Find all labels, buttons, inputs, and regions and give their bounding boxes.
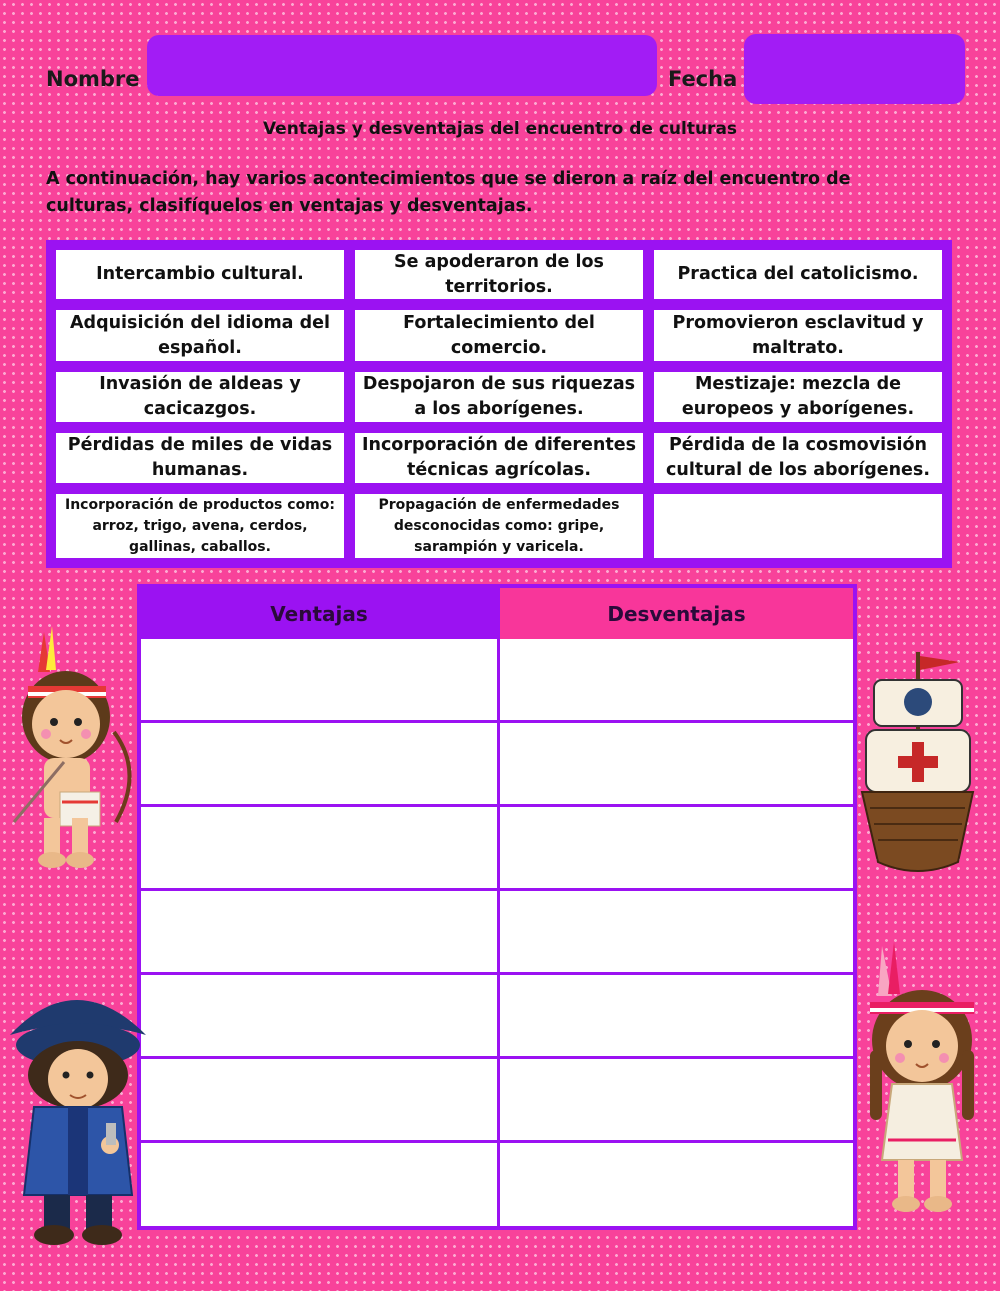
desventajas-slot[interactable] <box>500 639 853 720</box>
desventajas-slot[interactable] <box>500 723 853 804</box>
date-field[interactable] <box>744 34 965 104</box>
card-comercio[interactable]: Fortalecimiento del comercio. <box>355 310 643 361</box>
ventajas-slot[interactable] <box>141 1059 497 1140</box>
card-productos[interactable]: Incorporación de productos como: arroz, trigo, avena, cerdos, gallinas, caballos. <box>56 494 344 558</box>
desventajas-slot[interactable] <box>500 1059 853 1140</box>
page-title: Ventajas y desventajas del encuentro de culturas <box>262 119 738 139</box>
desventajas-slot[interactable] <box>500 807 853 888</box>
name-label: Nombre <box>46 67 140 91</box>
classification-table <box>137 584 857 1230</box>
girl-icon <box>862 940 980 1220</box>
card-enfermedades[interactable]: Propagación de enfermedades desconocidas como: gripe, sarampión y varicela. <box>355 494 643 558</box>
ventajas-slot[interactable] <box>141 807 497 888</box>
ventajas-header: Ventajas <box>141 588 497 639</box>
ventajas-slot[interactable] <box>141 1143 497 1226</box>
date-label: Fecha <box>668 67 738 91</box>
card-invasion-aldeas[interactable]: Invasión de aldeas y cacicazgos. <box>56 372 344 422</box>
card-se-apoderaron[interactable]: Se apoderaron de los territorios. <box>355 250 643 299</box>
ship-icon <box>860 652 975 877</box>
card-mestizaje[interactable]: Mestizaje: mezcla de europeos y aborígenes. <box>654 372 942 422</box>
desventajas-slot[interactable] <box>500 975 853 1056</box>
girl-archer-icon <box>4 622 144 872</box>
card-perdidas-vidas[interactable]: Pérdidas de miles de vidas humanas. <box>56 433 344 483</box>
card-empty[interactable] <box>654 494 942 558</box>
ventajas-slot[interactable] <box>141 975 497 1056</box>
ventajas-slot[interactable] <box>141 639 497 720</box>
card-despojaron-riquezas[interactable]: Despojaron de sus riquezas a los aborígenes. <box>355 372 643 422</box>
explorer-boy-icon <box>6 975 151 1250</box>
card-esclavitud[interactable]: Promovieron esclavitud y maltrato. <box>654 310 942 361</box>
word-bank <box>46 240 952 568</box>
name-field[interactable] <box>147 35 657 96</box>
desventajas-slot[interactable] <box>500 891 853 972</box>
ventajas-slot[interactable] <box>141 723 497 804</box>
card-catolicismo[interactable]: Practica del catolicismo. <box>654 250 942 299</box>
ventajas-slot[interactable] <box>141 891 497 972</box>
card-tecnicas-agricolas[interactable]: Incorporación de diferentes técnicas agrícolas. <box>355 433 643 483</box>
card-cosmovision[interactable]: Pérdida de la cosmovisión cultural de los aborígenes. <box>654 433 942 483</box>
card-idioma-espanol[interactable]: Adquisición del idioma del español. <box>56 310 344 361</box>
desventajas-slot[interactable] <box>500 1143 853 1226</box>
desventajas-header: Desventajas <box>500 588 853 639</box>
card-intercambio-cultural[interactable]: Intercambio cultural. <box>56 250 344 299</box>
instructions-text: A continuación, hay varios acontecimientos que se dieron a raíz del encuentro de culturas, clasifíquelos en ventajas y desventajas. <box>46 169 851 216</box>
